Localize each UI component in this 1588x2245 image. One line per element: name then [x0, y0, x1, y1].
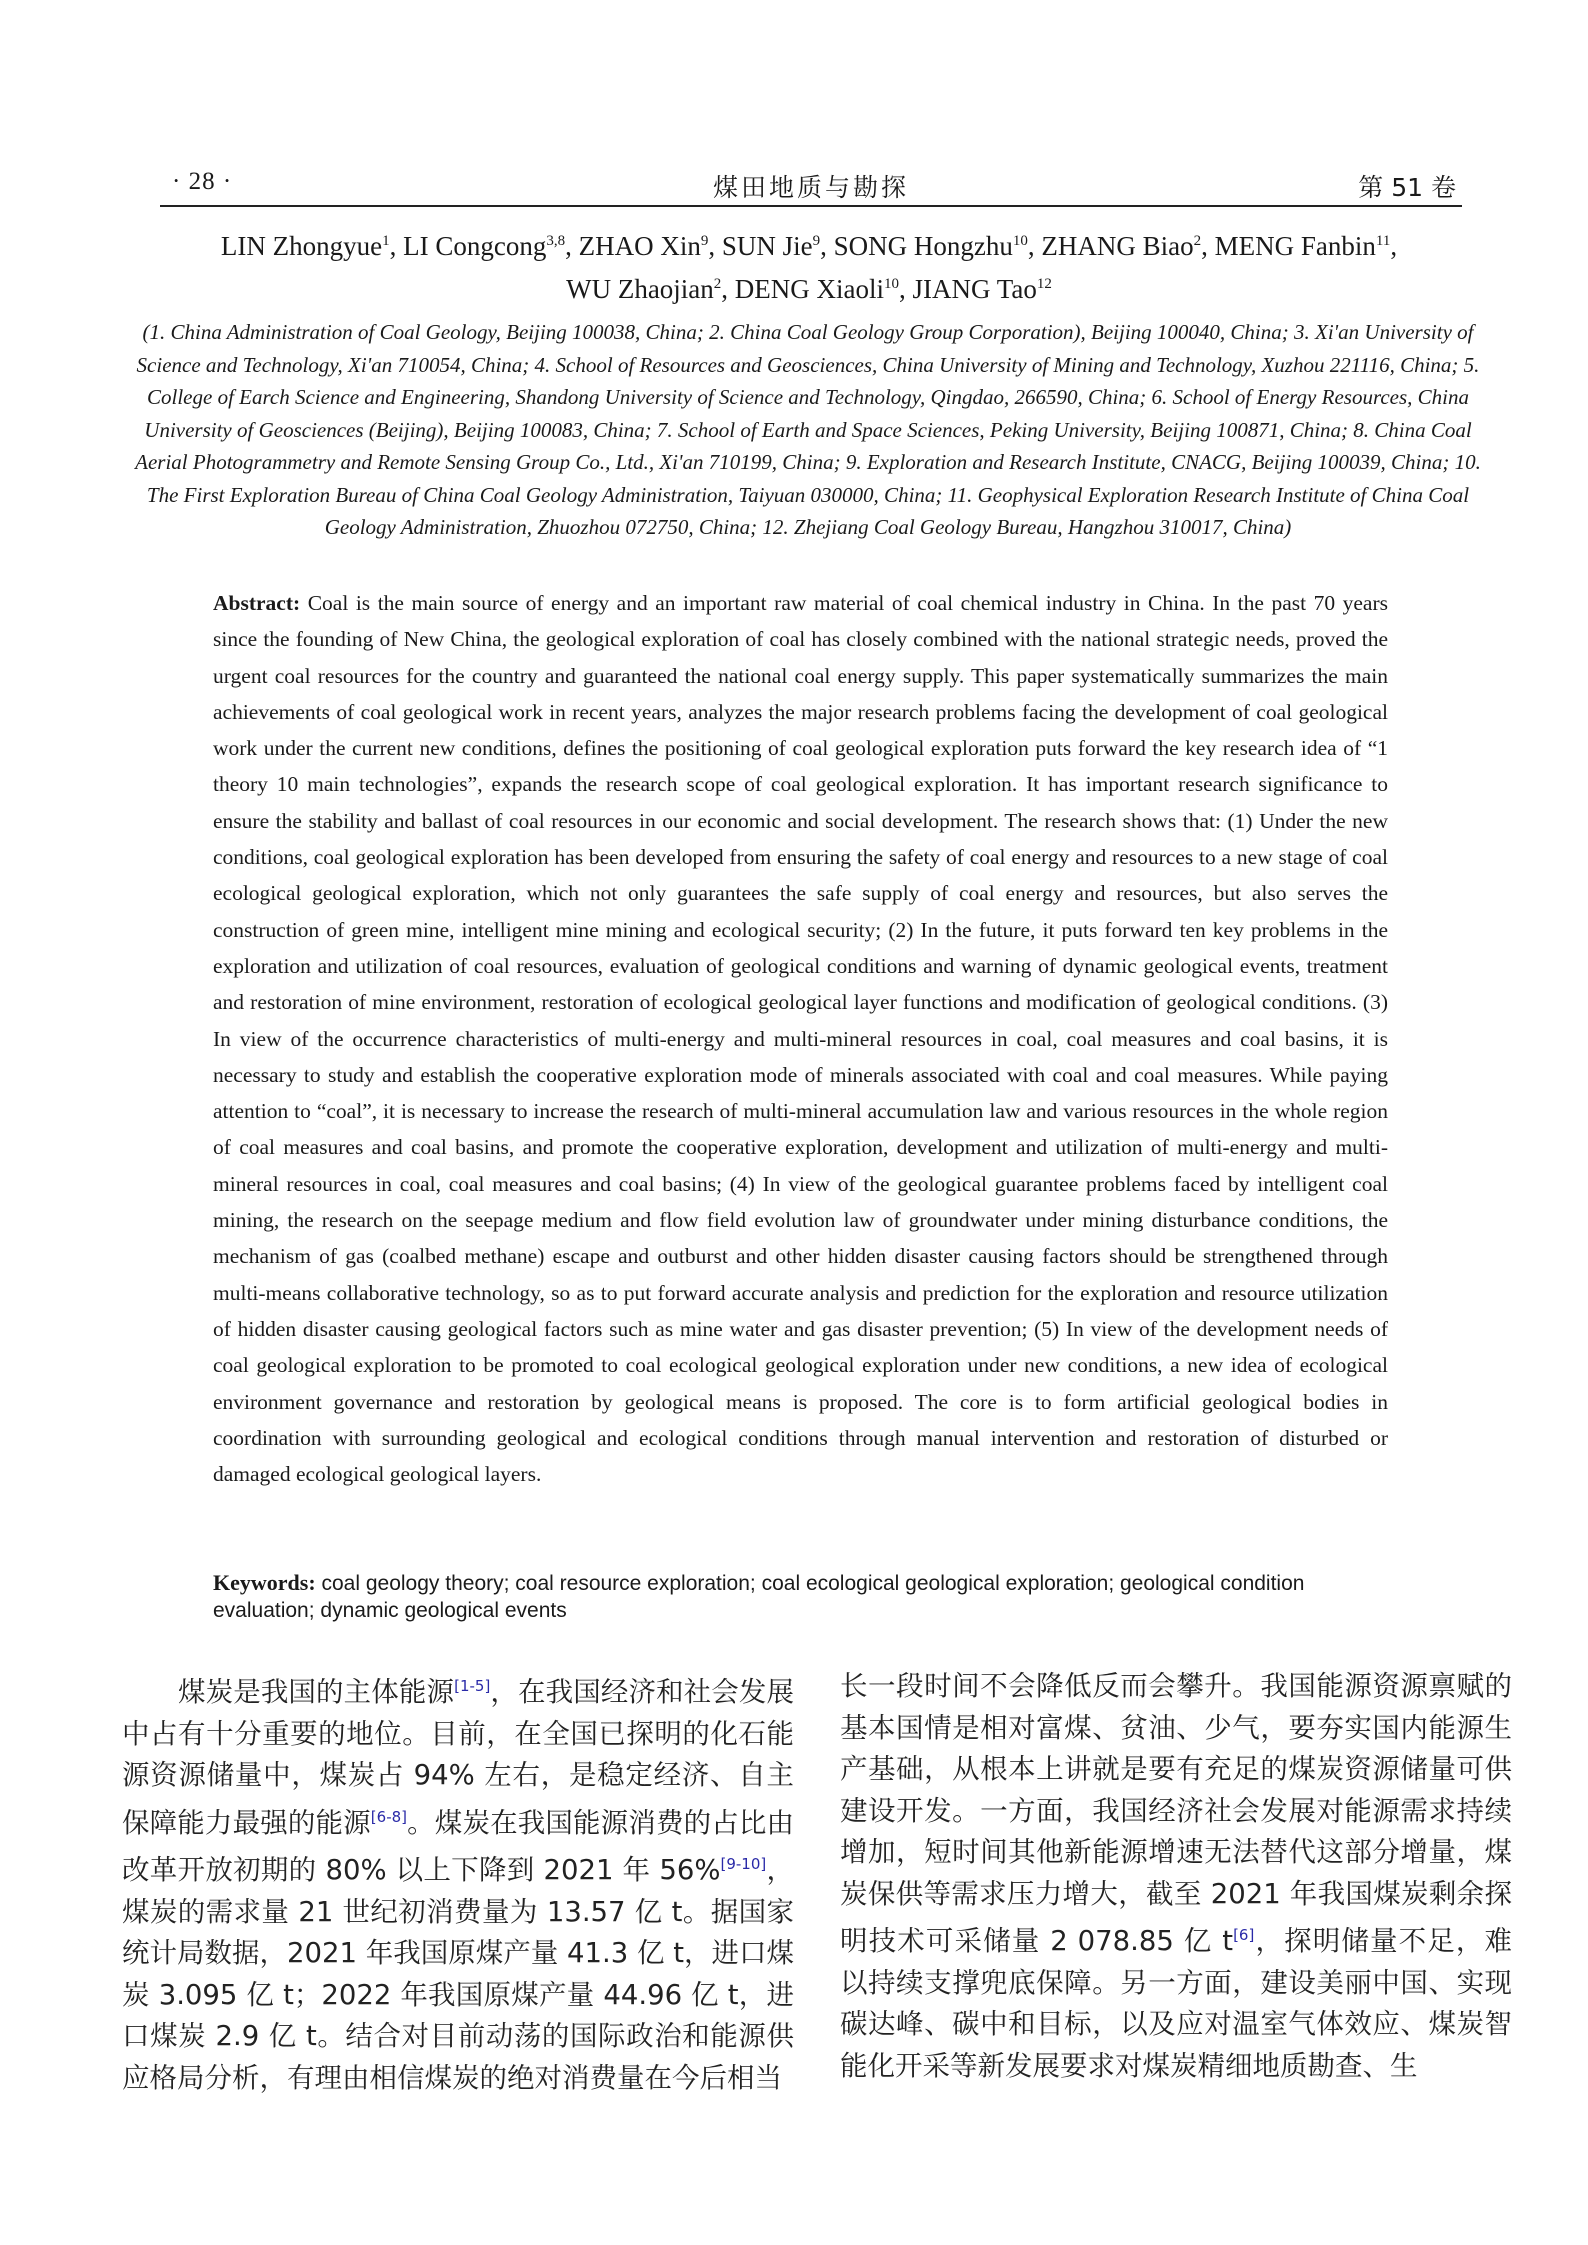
abstract-label: Abstract: [213, 591, 301, 615]
author-name: SUN Jie [721, 231, 813, 261]
author-name: MENG Fanbin [1214, 231, 1376, 261]
body-paragraph [122, 1666, 794, 2099]
author-name: JIANG Tao [912, 274, 1037, 304]
author-name: WU Zhaojian [566, 274, 714, 304]
citation-link[interactable]: [6-8] [370, 1807, 408, 1826]
volume-label: 第 51 卷 [1358, 173, 1456, 202]
body-paragraph [840, 1666, 1512, 2087]
keywords [213, 1569, 1388, 1624]
affiliations: (1. China Administration of Coal Geology, Beijing 100038, China; 2. China Coal Geology Group Corporation), Beijing 100040, China; 3. Xi'an University of Science and Technology, Xi'an 710054, China; 4. School of Resources and Geosciences, China University of Mining and Technology, Xuzhou 221116, China; 5. College of Earch Science and Engineering, Shandong University of Science and Technology, Qingdao, 266590, China; 6. School of Energy Resources, China University of Geosciences (Beijing), Beijing 100083, China; 7. School of Earth and Space Sciences, Peking University, Beijing 100871, China; 8. China Coal Aerial Photogrammetry and Remote Sensing Group Co., Ltd., Xi'an 710199, China; 9. Exploration and Research Institute, CNACG, Beijing 100039, China; 10. The First Exploration Bureau of China Coal Geology Administration, Taiyuan 030000, China; 11. Geophysical Exploration Research Institute of China Coal Geology Administration, Zhuozhou 072750, China; 12. Zhejiang Coal Geology Bureau, Hangzhou 310017, China) [135, 320, 1481, 539]
keywords-text: coal geology theory; coal resource exploration; coal ecological geological exploration; geological condition evaluation; dynamic geological events [213, 1572, 1305, 1622]
body-text: ，探明储量不足，难以持续支撑兜底保障。另一方面，建设美丽中国、实现碳达峰、碳中和目标，以及应对温室气体效应、煤炭智能化开采等新发展要求对煤炭精细地质勘查、生 [840, 1925, 1513, 2082]
author-name: ZHANG Biao [1041, 231, 1194, 261]
body-text: 煤炭是我国的主体能源 [178, 1676, 455, 1709]
author-name: DENG Xiaoli [734, 274, 885, 304]
citation-link[interactable]: [9-10] [720, 1855, 767, 1874]
body-column-right [840, 1666, 1512, 2087]
journal-title: 煤田地质与勘探 [712, 173, 909, 202]
body-column-left [122, 1666, 794, 2099]
body-text: 长一段时间不会降低反而会攀升。我国能源资源禀赋的基本国情是相对富煤、贫油、少气，要夯实国内能源生产基础，从根本上讲就是要有充足的煤炭资源储量可供建设开发。一方面，我国经济社会发展对能源需求持续增加，短时间其他新能源增速无法替代这部分增量，煤炭保供等需求压力增大，截至 2021 年我国煤炭剩余探明技术可采储量 2 078.85 亿 t [840, 1670, 1512, 1958]
author-affil-sup: 2 [713, 276, 722, 292]
page-number: · 28 · [172, 168, 233, 195]
body-text: 。煤炭在我国能源消费的占比由改革开放初期的 80% 以上下降到 2021 年 56% [122, 1806, 795, 1887]
author-affil-sup: 10 [884, 276, 900, 292]
author-affil-sup: 9 [812, 233, 821, 249]
body-text: ，煤炭的需求量 21 世纪初消费量为 13.57 亿 t。据国家统计局数据，2021 年我国原煤产量 41.3 亿 t，进口煤炭 3.095 亿 t；2022 年我国原煤产量 44.96 亿 t，进口煤炭 2.9 亿 t。结合对目前动荡的国际政治和能源供应格局分析，有理由相信煤炭的绝对消费量在今后相当 [122, 1854, 795, 2094]
author-affil-sup: 10 [1012, 233, 1028, 249]
author-affil-sup: 11 [1375, 233, 1391, 249]
author-name: LIN Zhongyue [220, 231, 383, 261]
author-name: LI Congcong [403, 231, 547, 261]
author-name: ZHAO Xin [578, 231, 701, 261]
citation-link[interactable]: [6] [1233, 1926, 1255, 1944]
keywords-label: Keywords: [213, 1570, 316, 1595]
author-affil-sup: 2 [1193, 233, 1202, 249]
author-affil-sup: 1 [382, 233, 390, 249]
abstract-text: Coal is the main source of energy and an important raw material of coal chemical industry in China. In the past 70 years since the founding of New China, the geological exploration of coal has closely combined with the national strategic needs, proved the urgent coal resources for the country and guaranteed the national coal energy supply. This paper systematically summarizes the main achievements of coal geological work in recent years, analyzes the major research problems facing the development of coal geological work under the current new conditions, defines the positioning of coal geological exploration puts forward the key research idea of “1 theory 10 main technologies”, expands the research scope of coal geological exploration. It has important research significance to ensure the stability and ballast of coal resources in our economic and social development. The research shows that: (1) Under the new conditions, coal geological exploration has been developed from ensuring the safety of coal energy and resources to a new stage of coal ecological geological exploration, which not only guarantees the safe supply of coal energy and resources, but also serves the construction of green mine, intelligent mine mining and ecological security; (2) In the future, it puts forward ten key problems in the exploration and utilization of coal resources, evaluation of geological conditions and warning of dynamic geological events, treatment and restoration of mine environment, restoration of ecological geological layer functions and modification of geological conditions. (3) In view of the occurrence characteristics of multi-energy and multi-mineral resources in coal, coal measures and coal basins, it is necessary to study and establish the cooperative exploration mode of minerals associated with coal and coal measures. While paying attention to “coal”, it is necessary to increase the research of multi-mineral accumulation law and various resources in the whole region of coal measures and coal basins, and promote the cooperative exploration, development and utilization of multi-energy and multi-mineral resources in coal, coal measures and coal basins; (4) In view of the geological guarantee problems faced by intelligent coal mining, the research on the seepage medium and flow field evolution law of groundwater under mining disturbance conditions, the mechanism of gas (coalbed methane) escape and outburst and other hidden disaster causing factors should be strengthened through multi-means collaborative technology, so as to put forward accurate analysis and prediction for the exploration and resource utilization of hidden disaster causing geological factors such as mine water and gas disaster prevention; (5) In view of the development needs of coal geological exploration to be promoted to coal ecological geological exploration under new conditions, a new idea of ecological environment governance and restoration by geological means is proposed. The core is to form artificial geological bodies in coordination with surrounding geological and ecological conditions through manual intervention and restoration of disturbed or damaged ecological geological layers. [213, 591, 1388, 1487]
abstract [213, 585, 1388, 1492]
body-text: ，在我国经济和社会发展中占有十分重要的地位。目前，在全国已探明的化石能源资源储量中，煤炭占 94% 左右，是稳定经济、自主保障能力最强的能源 [122, 1676, 795, 1839]
citation-link[interactable]: [1-5] [454, 1677, 491, 1695]
running-header [160, 164, 1462, 204]
author-name: SONG Hongzhu [833, 231, 1013, 261]
author-affil-sup: 3,8 [546, 233, 566, 249]
author-affil-sup: 9 [700, 233, 709, 249]
author-affil-sup: 12 [1036, 276, 1052, 292]
header-rule [160, 205, 1462, 207]
author-list: LIN Zhongyue$^1$, LI Congcong$^{3,8}$, ZHAO Xin$^9$, SUN Jie$^9$, SONG Hongzhu$^{10}$, ZHANG Biao$^2$, MENG Fanbin$^{11}$, WU Zhaojian$^2$, DENG Xiaoli$^{10}$, JIANG Tao$^{12}$ [220, 231, 1398, 304]
